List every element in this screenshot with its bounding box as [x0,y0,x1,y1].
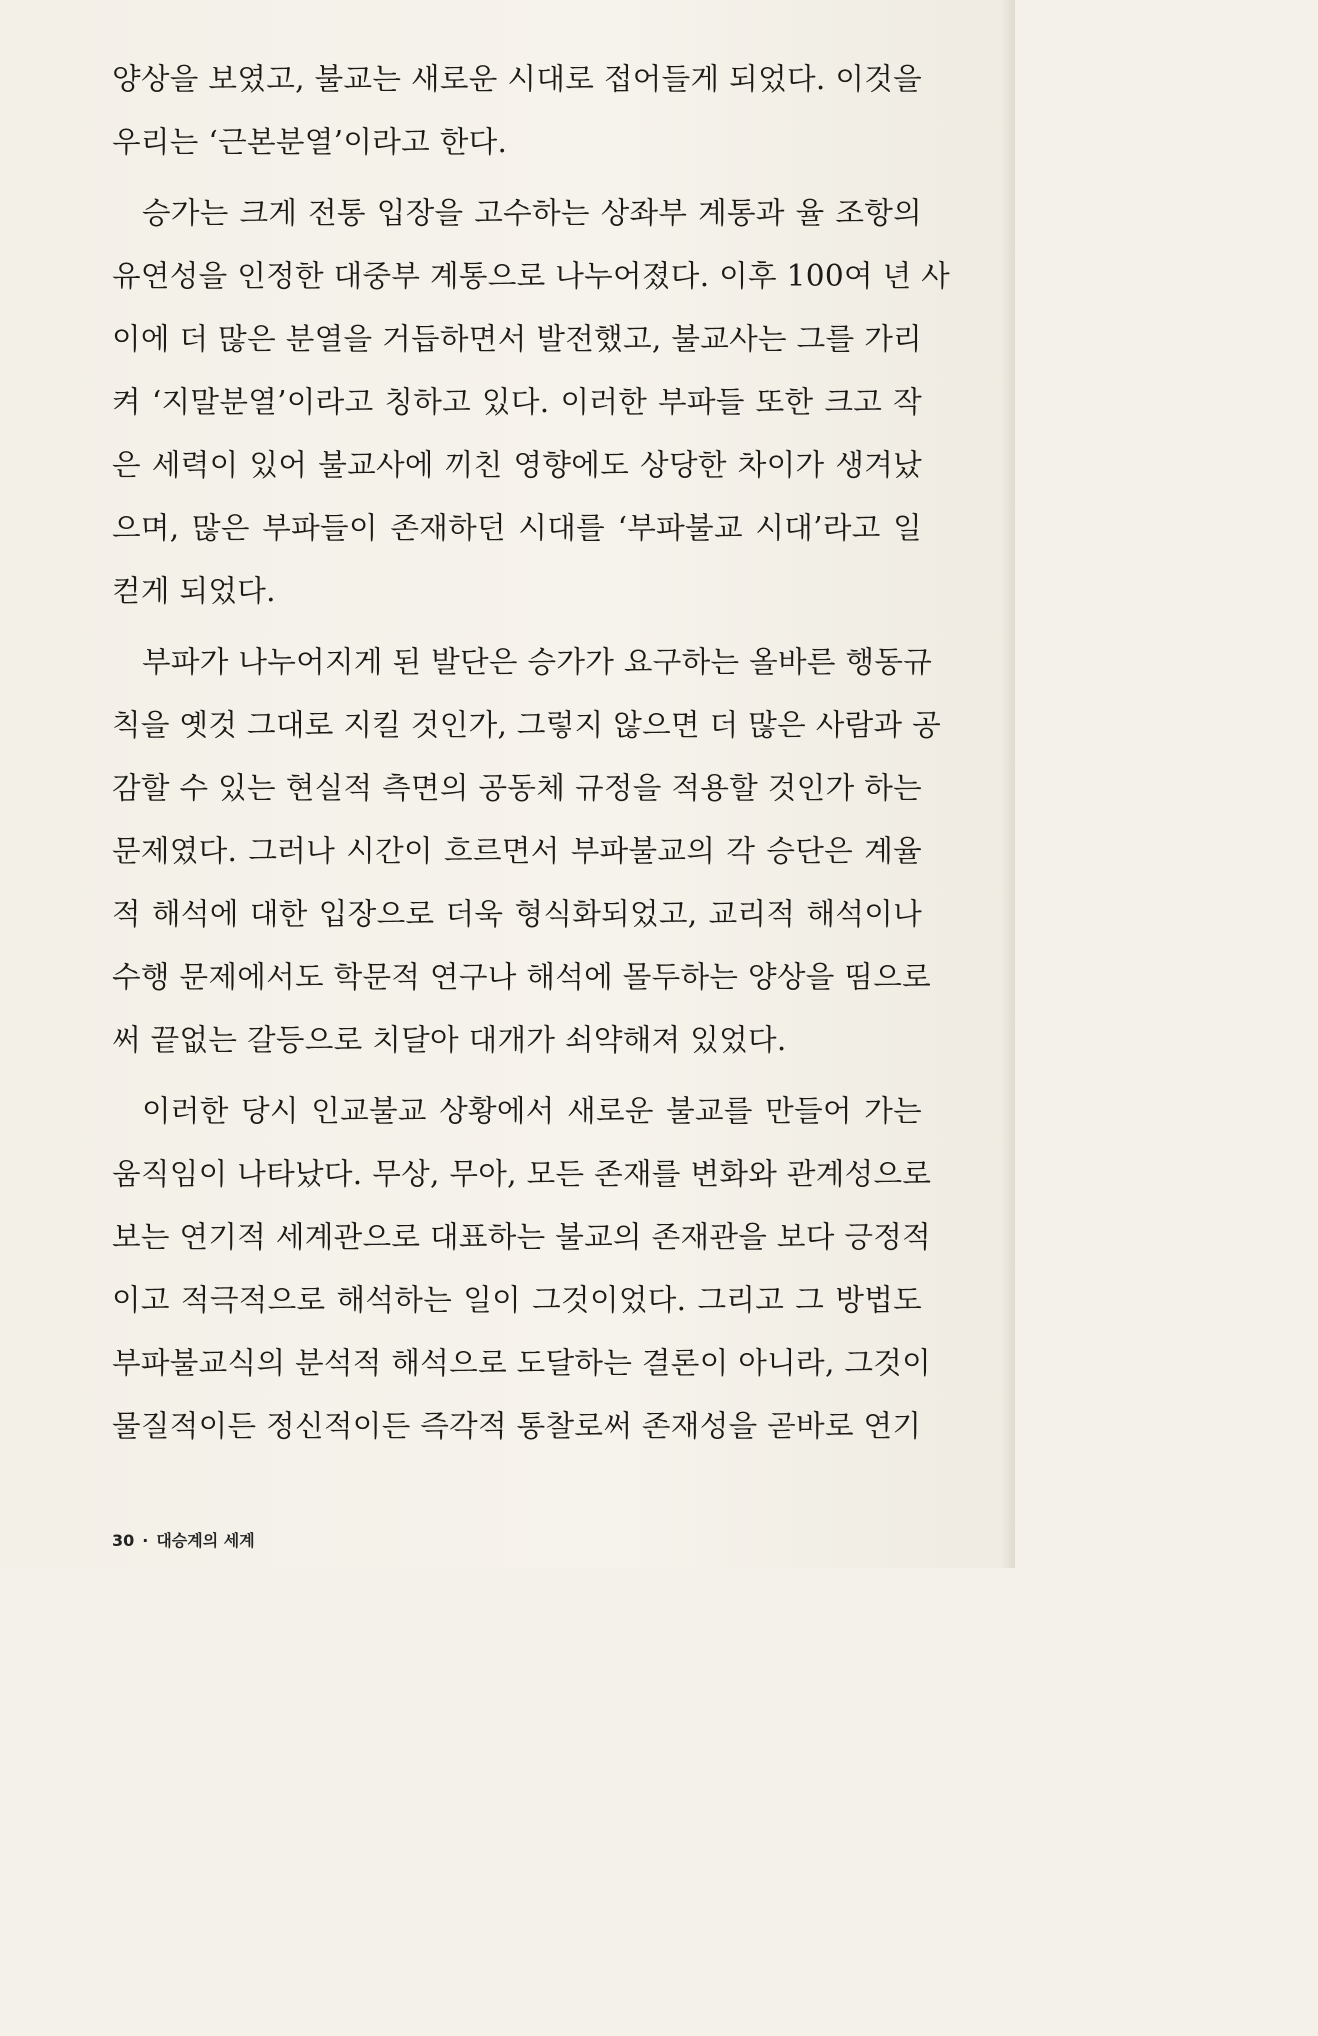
page-edge-shadow [1001,0,1015,1568]
text-line: 켜 ‘지말분열’이라고 칭하고 있다. 이러한 부파들 또한 크고 작 [112,385,922,419]
text-line: 양상을 보였고, 불교는 새로운 시대로 접어들게 되었다. 이것을 [112,62,922,96]
text-line: 적 해석에 대한 입장으로 더욱 형식화되었고, 교리적 해석이나 [112,897,922,931]
paragraph-gap [112,623,922,631]
text-line: 유연성을 인정한 대중부 계통으로 나누어졌다. 이후 100여 년 사 [112,259,951,293]
text-line: 수행 문제에서도 학문적 연구나 해석에 몰두하는 양상을 띰으로 [112,960,932,994]
body-text [112,48,951,1458]
text-line: 부파불교식의 분석적 해석으로 도달하는 결론이 아니라, 그것이 [112,1346,932,1380]
text-line: 움직임이 나타났다. 무상, 무아, 모든 존재를 변화와 관계성으로 [112,1157,932,1191]
paragraph [112,1080,932,1458]
footer-separator: · [142,1531,149,1550]
paragraph [112,631,941,1072]
text-line: 은 세력이 있어 불교사에 끼친 영향에도 상당한 차이가 생겨났 [112,448,922,482]
text-line: 이에 더 많은 분열을 거듭하면서 발전했고, 불교사는 그를 가리 [112,322,922,356]
text-line: 보는 연기적 세계관으로 대표하는 불교의 존재관을 보다 긍정적 [112,1220,932,1254]
paragraph [112,48,922,174]
text-line: 써 끝없는 갈등으로 치달아 대개가 쇠약해져 있었다. [112,1023,787,1057]
text-line: 이고 적극적으로 해석하는 일이 그것이었다. 그리고 그 방법도 [112,1283,922,1317]
text-line: 칙을 옛것 그대로 지킬 것인가, 그렇지 않으면 더 많은 사람과 공 [112,708,941,742]
text-line: 물질적이든 정신적이든 즉각적 통찰로써 존재성을 곧바로 연기 [112,1409,922,1443]
text-line: 문제였다. 그러나 시간이 흐르면서 부파불교의 각 승단은 계율 [112,834,922,868]
page-number: 30 [112,1531,135,1550]
book-title: 대승계의 세계 [156,1531,255,1550]
text-line: 승가는 크게 전통 입장을 고수하는 상좌부 계통과 율 조항의 [142,196,922,230]
text-line: 부파가 나누어지게 된 발단은 승가가 요구하는 올바른 행동규 [142,645,933,679]
text-line: 감할 수 있는 현실적 측면의 공동체 규정을 적용할 것인가 하는 [112,771,922,805]
page-footer [112,1528,255,1551]
text-line: 이러한 당시 인교불교 상황에서 새로운 불교를 만들어 가는 [142,1094,922,1128]
paragraph [112,182,951,623]
text-line: 컫게 되었다. [112,574,276,608]
paragraph-gap [112,1072,922,1080]
text-line: 우리는 ‘근본분열’이라고 한다. [112,125,508,159]
paragraph-gap [112,174,922,182]
text-line: 으며, 많은 부파들이 존재하던 시대를 ‘부파불교 시대’라고 일 [112,511,922,545]
